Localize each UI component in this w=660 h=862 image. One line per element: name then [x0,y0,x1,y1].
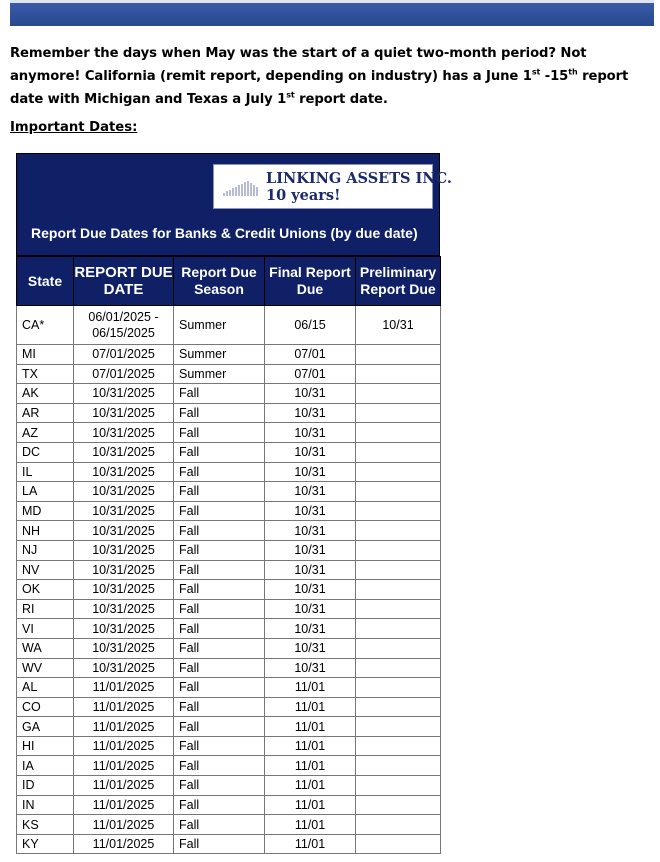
cell-due-date: 11/01/2025 [74,678,174,698]
intro-text-4: report date. [294,92,388,107]
cell-season: Fall [174,619,265,639]
cell-season: Fall [174,815,265,835]
cell-due-date: 10/31/2025 [74,580,174,600]
cell-preliminary-due [356,776,441,796]
cell-final-due: 11/01 [265,795,356,815]
cell-preliminary-due [356,599,441,619]
cell-due-date: 06/01/2025 - 06/15/2025 [74,306,174,345]
cell-due-date: 10/31/2025 [74,521,174,541]
cell-final-due: 06/15 [265,306,356,345]
cell-preliminary-due [356,795,441,815]
table-row [17,678,441,698]
table-row [17,580,441,600]
cell-preliminary-due [356,834,441,854]
cell-preliminary-due [356,580,441,600]
table-row [17,619,441,639]
cell-due-date: 11/01/2025 [74,756,174,776]
cell-due-date: 10/31/2025 [74,540,174,560]
cell-preliminary-due [356,697,441,717]
table-body [17,306,441,854]
cell-state: NH [17,521,74,541]
header-state: State [17,257,74,306]
cell-state: AR [17,403,74,423]
cell-state: CA* [17,306,74,345]
cell-season: Fall [174,442,265,462]
cell-state: OK [17,580,74,600]
cell-state: AL [17,678,74,698]
cell-final-due: 11/01 [265,717,356,737]
cell-season: Fall [174,638,265,658]
table-row [17,658,441,678]
table-row [17,815,441,835]
company-logo [213,164,452,209]
cell-season: Fall [174,599,265,619]
cell-final-due: 11/01 [265,678,356,698]
cell-preliminary-due [356,462,441,482]
table-row [17,795,441,815]
cell-season: Fall [174,658,265,678]
cell-season: Fall [174,717,265,737]
table-row [17,364,441,384]
cell-season: Fall [174,384,265,404]
cell-state: GA [17,717,74,737]
cell-preliminary-due [356,756,441,776]
cell-season: Fall [174,736,265,756]
table-row [17,717,441,737]
cell-state: IA [17,756,74,776]
table-row [17,501,441,521]
header-final-report-due: Final Report Due [265,257,356,306]
important-dates-heading: Important Dates: [10,120,138,135]
table-row [17,560,441,580]
cell-preliminary-due: 10/31 [356,306,441,345]
logo-mark-icon [222,179,262,197]
cell-final-due: 10/31 [265,540,356,560]
cell-season: Fall [174,795,265,815]
cell-season: Fall [174,834,265,854]
cell-final-due: 10/31 [265,638,356,658]
cell-final-due: 07/01 [265,345,356,365]
cell-due-date: 10/31/2025 [74,560,174,580]
intro-sup-2: th [568,67,578,77]
table-row [17,306,441,345]
cell-preliminary-due [356,658,441,678]
cell-due-date: 11/01/2025 [74,834,174,854]
cell-due-date: 07/01/2025 [74,364,174,384]
table-row [17,345,441,365]
intro-text-1: Remember the days when May was the start of a quiet two-month period? Not anymore! California (remit report, depending on industry) has a June 1 [10,46,587,84]
cell-state: AZ [17,423,74,443]
cell-final-due: 11/01 [265,756,356,776]
cell-preliminary-due [356,560,441,580]
cell-due-date: 10/31/2025 [74,462,174,482]
cell-final-due: 10/31 [265,423,356,443]
cell-season: Fall [174,756,265,776]
table-row [17,697,441,717]
cell-season: Fall [174,697,265,717]
intro-text-3: report date with Michigan and Texas a July 1 [10,69,629,107]
cell-final-due: 10/31 [265,403,356,423]
cell-final-due: 10/31 [265,501,356,521]
table-row [17,540,441,560]
cell-season: Fall [174,482,265,502]
cell-final-due: 11/01 [265,697,356,717]
cell-preliminary-due [356,345,441,365]
cell-state: VI [17,619,74,639]
cell-state: DC [17,442,74,462]
cell-final-due: 11/01 [265,736,356,756]
intro-sup-3: st [286,90,295,100]
cell-final-due: 10/31 [265,658,356,678]
cell-season: Fall [174,521,265,541]
cell-preliminary-due [356,678,441,698]
cell-state: KS [17,815,74,835]
cell-preliminary-due [356,736,441,756]
cell-preliminary-due [356,521,441,541]
cell-season: Summer [174,345,265,365]
cell-preliminary-due [356,815,441,835]
table-row [17,423,441,443]
cell-due-date: 10/31/2025 [74,442,174,462]
intro-paragraph [10,42,654,111]
due-dates-table [16,256,441,854]
cell-preliminary-due [356,384,441,404]
table-title-panel [16,153,452,256]
cell-preliminary-due [356,619,441,639]
cell-preliminary-due [356,540,441,560]
cell-due-date: 10/31/2025 [74,384,174,404]
cell-season: Fall [174,540,265,560]
cell-due-date: 10/31/2025 [74,638,174,658]
cell-season: Fall [174,501,265,521]
cell-final-due: 10/31 [265,482,356,502]
table-header-row [17,257,441,306]
table-row [17,599,441,619]
cell-final-due: 10/31 [265,521,356,541]
table-row [17,638,441,658]
header-preliminary-report-due: Preliminary Report Due [356,257,441,306]
cell-preliminary-due [356,717,441,737]
table-row [17,462,441,482]
table-row [17,384,441,404]
cell-state: LA [17,482,74,502]
cell-final-due: 10/31 [265,442,356,462]
table-row [17,442,441,462]
cell-final-due: 10/31 [265,580,356,600]
cell-final-due: 11/01 [265,834,356,854]
cell-state: MI [17,345,74,365]
cell-preliminary-due [356,482,441,502]
cell-state: WA [17,638,74,658]
table-row [17,482,441,502]
cell-state: MD [17,501,74,521]
cell-due-date: 11/01/2025 [74,697,174,717]
table-row [17,756,441,776]
cell-final-due: 07/01 [265,364,356,384]
cell-due-date: 10/31/2025 [74,658,174,678]
cell-state: WV [17,658,74,678]
cell-final-due: 10/31 [265,599,356,619]
cell-due-date: 11/01/2025 [74,795,174,815]
cell-due-date: 10/31/2025 [74,599,174,619]
cell-preliminary-due [356,423,441,443]
cell-due-date: 10/31/2025 [74,403,174,423]
cell-due-date: 10/31/2025 [74,482,174,502]
cell-season: Fall [174,403,265,423]
cell-season: Fall [174,560,265,580]
table-row [17,403,441,423]
cell-season: Fall [174,580,265,600]
cell-final-due: 11/01 [265,815,356,835]
intro-text-2: -15 [540,69,569,84]
cell-preliminary-due [356,364,441,384]
cell-state: HI [17,736,74,756]
header-report-due-season: Report Due Season [174,257,265,306]
cell-final-due: 10/31 [265,384,356,404]
cell-season: Fall [174,678,265,698]
cell-preliminary-due [356,501,441,521]
cell-preliminary-due [356,638,441,658]
table-title: Report Due Dates for Banks & Credit Unions (by due date) [31,225,418,241]
cell-due-date: 10/31/2025 [74,501,174,521]
cell-state: IL [17,462,74,482]
cell-due-date: 11/01/2025 [74,815,174,835]
cell-state: RI [17,599,74,619]
cell-final-due: 10/31 [265,619,356,639]
cell-state: KY [17,834,74,854]
table-row [17,521,441,541]
cell-state: NV [17,560,74,580]
header-bar [10,0,654,26]
cell-state: CO [17,697,74,717]
cell-final-due: 10/31 [265,560,356,580]
cell-state: ID [17,776,74,796]
cell-final-due: 11/01 [265,776,356,796]
intro-sup-1: st [531,67,541,77]
table-row [17,736,441,756]
cell-season: Fall [174,423,265,443]
cell-preliminary-due [356,442,441,462]
cell-due-date: 10/31/2025 [74,619,174,639]
cell-final-due: 10/31 [265,462,356,482]
cell-due-date: 07/01/2025 [74,345,174,365]
cell-state: AK [17,384,74,404]
cell-preliminary-due [356,403,441,423]
logo-name: LINKING ASSETS INC. [266,170,452,187]
cell-due-date: 11/01/2025 [74,776,174,796]
cell-season: Summer [174,306,265,345]
cell-state: TX [17,364,74,384]
cell-state: IN [17,795,74,815]
table-row [17,834,441,854]
cell-due-date: 10/31/2025 [74,423,174,443]
cell-season: Summer [174,364,265,384]
cell-due-date: 11/01/2025 [74,717,174,737]
logo-tagline: 10 years! [266,187,341,204]
cell-season: Fall [174,462,265,482]
header-report-due-date: REPORT DUE DATE [74,257,174,306]
cell-state: NJ [17,540,74,560]
cell-due-date: 11/01/2025 [74,736,174,756]
cell-season: Fall [174,776,265,796]
table-row [17,776,441,796]
